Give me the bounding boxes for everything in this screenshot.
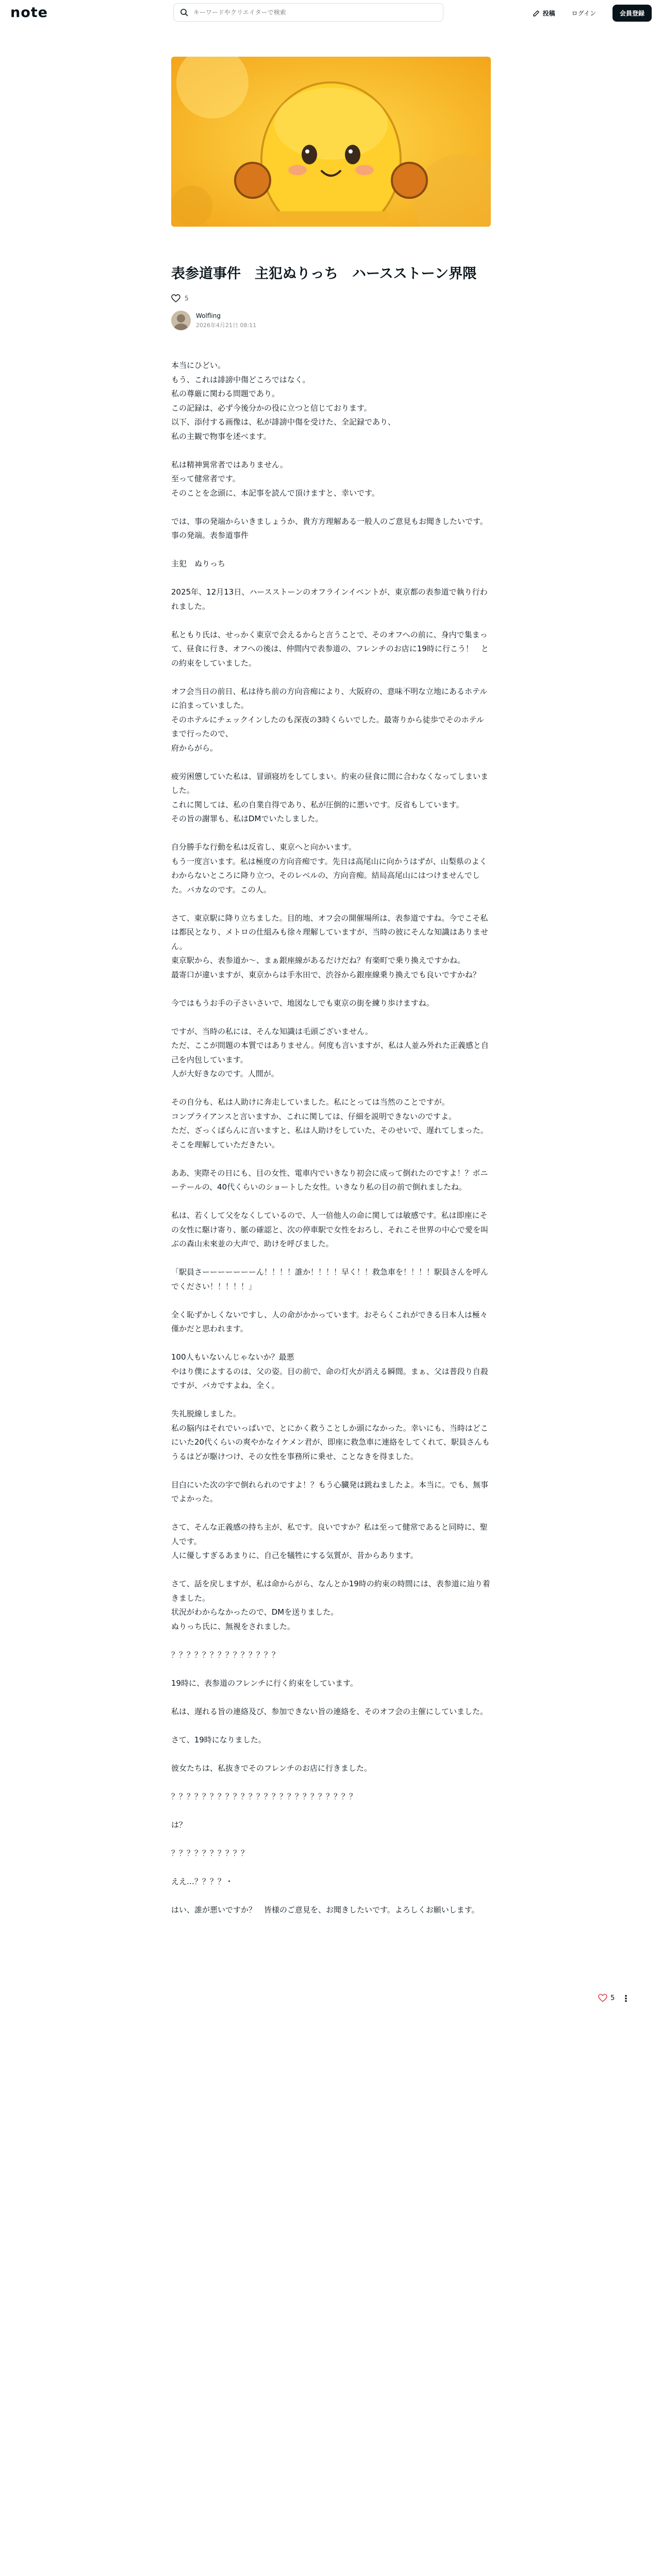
article-paragraph: ？？？？？？？？？？？？？？ bbox=[171, 1650, 280, 1659]
post-label: 投稿 bbox=[542, 10, 555, 17]
pencil-icon bbox=[533, 10, 540, 17]
article-paragraph: 「駅員さーーーーーーーん！！！！誰か！！！！早く！！救急車を！！！！駅員さんを呼んでください！！！！！」 bbox=[171, 1267, 489, 1291]
share-icon[interactable] bbox=[621, 1994, 631, 2005]
article-paragraph: 今ではもうお手の子さいさいで、地図なしでも東京の街を練り歩けますね。 bbox=[171, 998, 434, 1008]
note-logo[interactable]: note bbox=[10, 4, 48, 21]
article-paragraph: 私ともり氏は、せっかく東京で会えるからと言うことで、そのオフへの前に、身内で集まって、昼食に行き、オフへの後は、仲間内で表参道の、フレンチのお店に19時に行こう！ との約束をしていました。 bbox=[171, 630, 489, 668]
article-body bbox=[171, 359, 491, 1917]
login-button[interactable]: ログイン bbox=[571, 10, 596, 17]
article-paragraph: ？？？？？？？？？？ bbox=[171, 1848, 249, 1858]
author-avatar[interactable] bbox=[171, 311, 191, 330]
article-paragraph: 全く恥ずかしくないですし、人の命がかかっています。おそらくこれができる日本人は極々僅かだと思われます。 bbox=[171, 1310, 488, 1334]
article-paragraph: ですが、当時の私には、そんな知識は毛頭ございません。 ただ、ここが問題の本質ではありません。何度も言いますが、私は人並み外れた正義感と自己を内包しています。 人が大好きなのです。人間が。 bbox=[171, 1026, 489, 1079]
article-title: 表参道事件 主犯ぬりっち ハースストーン界隈 bbox=[171, 266, 477, 282]
search-input[interactable] bbox=[193, 9, 410, 16]
article-paragraph: オフ会当日の前日、私は待ち前の方向音痴により、大阪府の、意味不明な立地にあるホテルに泊まっていました。 そのホテルにチェックインしたのも深夜の3時くらいでした。最寄りから徒歩でそのホテルまで行ったので、 府からがら。 bbox=[171, 686, 488, 753]
floating-like[interactable] bbox=[598, 1994, 615, 2002]
like-count: 5 bbox=[185, 295, 189, 302]
article-paragraph: その自分も、私は人助けに奔走していました。私にとっては当然のことですが。 コンプライアンスと言いますか、これに関しては、仔細を説明できないのですよ。 ただ、ざっくばらんに言いますと、私は人助けをしていた、そのせいで、遅れてしまった。 そこを理解していただきたい。 bbox=[171, 1097, 488, 1149]
article-paragraph: さて、東京駅に降り立ちました。目的地、オフ会の開催場所は、表参道ですね。今でこそ私は都民となり、メトロの仕組みも徐々理解していますが、当時の彼にそんな知識はありません。 東京駅から、表参道か〜、まぁ銀座線があるだけだね？有楽町で乗り換えですかね。 最寄口が違いますが、東京からは手氷田で、渋谷から銀座線乗り換えでも良いですかね？ bbox=[171, 913, 489, 979]
article-paragraph: はい、誰が悪いですか？ 皆様のご意見を、お聞きしたいです。よろしくお願いします。 bbox=[171, 1905, 479, 1914]
author-block bbox=[171, 311, 491, 330]
article-paragraph: 私は、遅れる旨の連絡及び、参加できない旨の連絡を、そのオフ会の主催にしていました。 bbox=[171, 1706, 488, 1716]
like-row bbox=[171, 294, 491, 302]
floating-like-count: 5 bbox=[610, 1994, 615, 2002]
article-paragraph: 目白にいた次の字で倒れられのですよ！？もう心臓発は跳ねましたよ。本当に。でも、無事でよかった。 bbox=[171, 1480, 489, 1504]
heart-icon bbox=[598, 1994, 607, 2002]
article-paragraph: 私は、若くして父をなくしているので、人一倍他人の命に関しては敏感です。私は即座にその女性に駆け寄り、脈の確認と、次の停車駅で女性をおろし、それこそ世界の中心で愛を叫ぶの森山未來並の大声で、助けを呼びました。 bbox=[171, 1211, 489, 1249]
signup-button[interactable]: 会員登録 bbox=[613, 5, 652, 22]
article-paragraph: ええ…？？？？・ bbox=[171, 1876, 234, 1886]
article-paragraph: ？？？？？？？？？？？？？？？？？？？？？？？？ bbox=[171, 1791, 357, 1801]
search-icon bbox=[180, 8, 188, 16]
article-paragraph: 主犯 ぬりっち bbox=[171, 559, 226, 569]
post-button[interactable] bbox=[533, 9, 555, 18]
article-paragraph: 本当にひどい。 もう、これは誹謗中傷どころではなく。 私の尊厳に関わる問題であり。 この記録は、必ず今後分かの役に立つと信じております。 以下、添付する画像は、私が誹謗中傷を受けた、全記録であり、 私の主観で物事を述べます。 bbox=[171, 361, 396, 441]
article-column bbox=[171, 57, 491, 1931]
author-name[interactable]: Wolfling bbox=[196, 312, 221, 319]
article-paragraph: 彼女たちは、私抜きでそのフレンチのお店に行きました。 bbox=[171, 1763, 372, 1773]
article-paragraph: さて、19時になりました。 bbox=[171, 1735, 266, 1744]
article-paragraph: 私は精神異常者ではありません。 至って健常者です。 そのことを念頭に、本記事を読んで頂けますと、幸いです。 bbox=[171, 460, 379, 498]
article-paragraph: 疲労困憊していた私は、冒頭寝坊をしてしまい。約束の昼食に間に合わなくなってしまいました。 これに関しては、私の自業自得であり、私が圧倒的に悪いです。反省もしています。 その旨の謝罪も、私はDMでいたしました。 bbox=[171, 771, 489, 824]
heart-icon[interactable] bbox=[171, 294, 180, 302]
article-paragraph: 失礼脱線しました。 私の脳内はそれでいっぱいで、とにかく救うことしか頭になかった。幸いにも、当時はどこにいた20代くらいの爽やかなイケメン君が、即座に救急車に連絡をしてくれて、駅員さんもうるはどが駆けつけ、その女性を事務所に乗せ、ことなきを得ました。 bbox=[171, 1409, 490, 1461]
article-paragraph: 19時に、表参道のフレンチに行く約束をしています。 bbox=[171, 1678, 358, 1688]
article-paragraph: 100人もいないんじゃないか？最悪 やはり僕によするのは、父の姿。目の前で、命の灯火が消える瞬間。まぁ、父は普段り自殺ですが、バカですよね、全く。 bbox=[171, 1352, 488, 1391]
article-paragraph: 2025年、12月13日、ハースストーンのオフラインイベントが、東京都の表参道で執り行われました。 bbox=[171, 587, 488, 611]
site-header bbox=[0, 0, 662, 25]
article-paragraph: は？ bbox=[171, 1820, 187, 1829]
article-paragraph: 自分勝手な行動を私は反省し、東京へと向かいます。 もう一度言います。私は極度の方向音痴です。先日は高尾山に向かうはずが、山梨県のよくわからないところに降り立つ、そのレベルの、方向音痴。結局高尾山にはつけませんでした。バカなのです。この人。 bbox=[171, 842, 487, 894]
article-paragraph: さて、そんな正義感の持ち主が、私です。良いですか？私は至って健常であると同時に、聖人です。 人に優しすぎるあまりに、自己を犠牲にする気質が、昔からあります。 bbox=[171, 1522, 488, 1561]
article-paragraph: ああ、実際その日にも、目の女性、電車内でいきなり初会に成って倒れたのですよ！？ボニーテールの、40代くらいのショートした女性。いきなり私の目の前で倒れましたね。 bbox=[171, 1168, 488, 1192]
search-box[interactable] bbox=[173, 3, 443, 22]
article-paragraph: さて、話を戻しますが、私は命からがら、なんとか19時の約束の時間には、表参道に辿り着きました。 状況がわからなかったので、DMを送りました。 ぬりっち氏に、無視をされました。 bbox=[171, 1579, 490, 1631]
hero-image bbox=[171, 57, 491, 227]
publish-date: 2026年4月21日 08:11 bbox=[196, 321, 257, 329]
article-paragraph: では、事の発端からいきましょうか、貴方方理解ある一般人のご意見もお聞きしたいです。 事の発端。表参道事件 bbox=[171, 516, 488, 540]
